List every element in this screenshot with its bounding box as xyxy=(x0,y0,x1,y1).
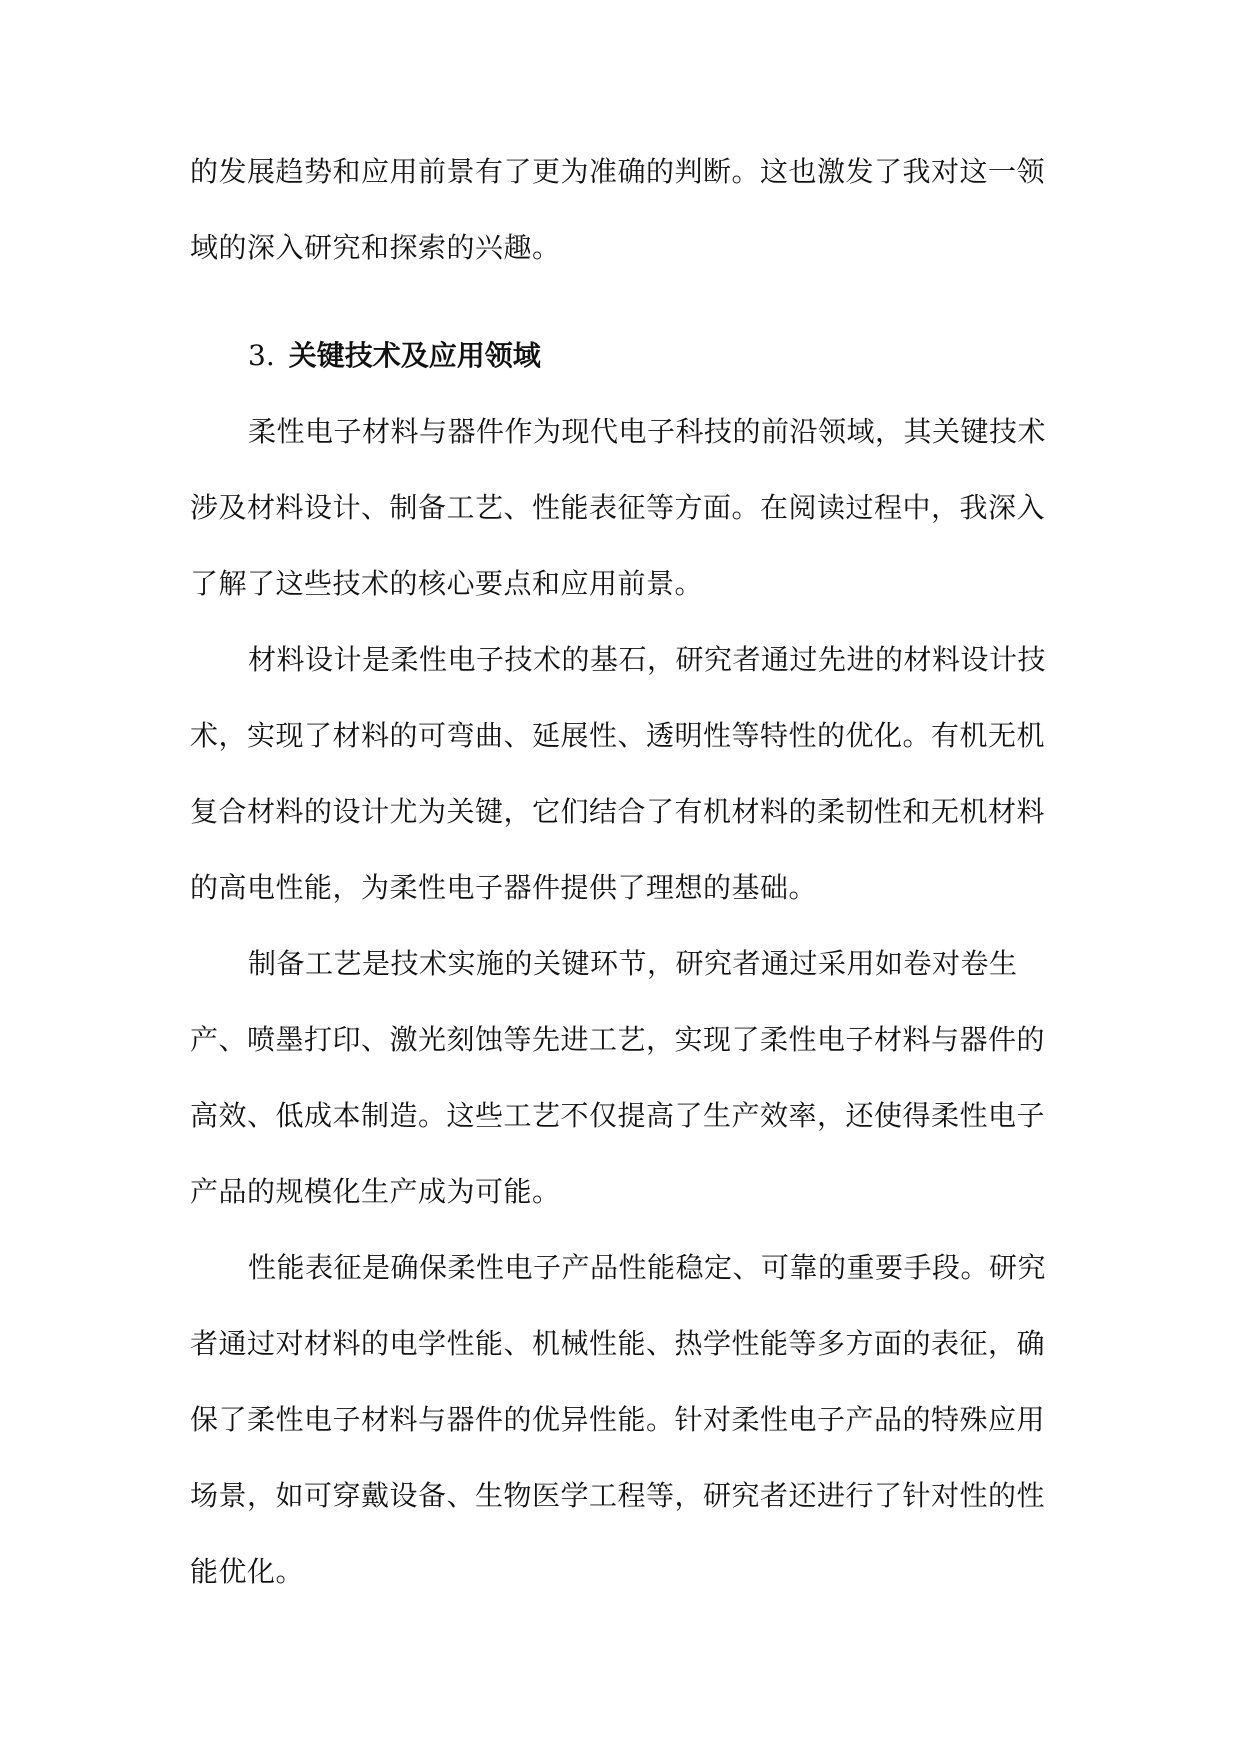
paragraph-fabrication: 制备工艺是技术实施的关键环节，研究者通过采用如卷对卷生产、喷墨打印、激光刻蚀等先进工艺，实现了柔性电子材料与器件的高效、低成本制造。这些工艺不仅提高了生产效率，还使得柔性电子产品的规模化生产成为可能。 xyxy=(190,947,1046,1208)
section-number: 3. xyxy=(248,339,275,372)
paragraph-characterization: 性能表征是确保柔性电子产品性能稳定、可靠的重要手段。研究者通过对材料的电学性能、机械性能、热学性能等多方面的表征，确保了柔性电子材料与器件的优异性能。针对柔性电子产品的特殊应用场景，如可穿戴设备、生物医学工程等，研究者还进行了针对性的性能优化。 xyxy=(190,1251,1047,1588)
paragraph-material-design: 材料设计是柔性电子技术的基石，研究者通过先进的材料设计技术，实现了材料的可弯曲、延展性、透明性等特性的优化。有机无机复合材料的设计尤为关键，它们结合了有机材料的柔韧性和无机材料的高电性能，为柔性电子器件提供了理想的基础。 xyxy=(190,643,1047,904)
section-title: 关键技术及应用领域 xyxy=(288,339,541,372)
section-heading xyxy=(248,318,541,394)
paragraph-intro: 柔性电子材料与器件作为现代电子科技的前沿领域，其关键技术涉及材料设计、制备工艺、性能表征等方面。在阅读过程中，我深入了解了这些技术的核心要点和应用前景。 xyxy=(190,415,1047,600)
continuation-paragraph: 的发展趋势和应用前景有了更为准确的判断。这也激发了我对这一领域的深入研究和探索的兴趣。 xyxy=(190,155,1046,264)
section-body xyxy=(190,394,1060,1610)
